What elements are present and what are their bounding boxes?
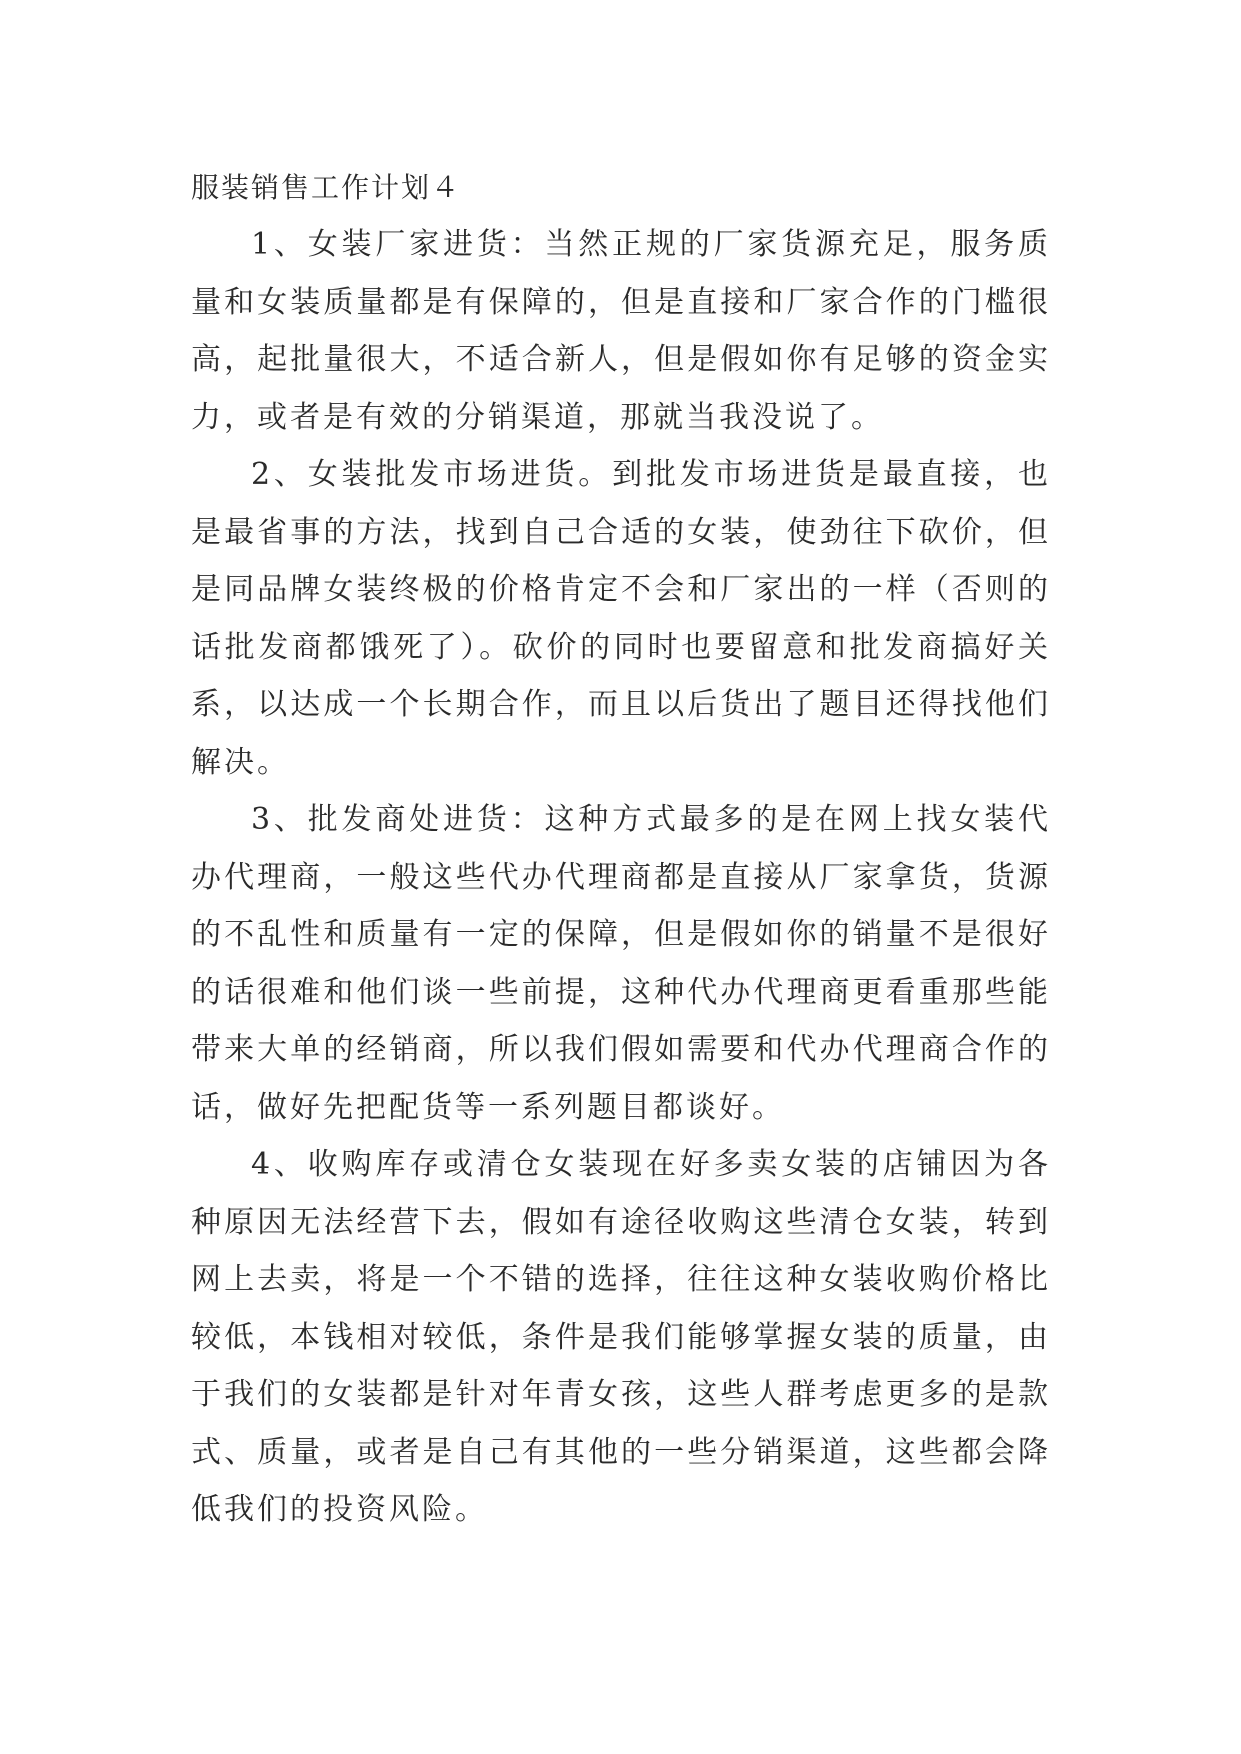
paragraph-3: 3、批发商处进货：这种方式最多的是在网上找女装代办代理商，一般这些代办代理商都是直接从厂家拿货，货源的不乱性和质量有一定的保障，但是假如你的销量不是很好的话很难和他们谈一些前提，这种代办代理商更看重那些能带来大单的经销商，所以我们假如需要和代办代理商合作的话，做好先把配货等一系列题目都谈好。	[191, 802, 1051, 1125]
document-body	[191, 160, 1051, 1539]
paragraph-1: 1、女装厂家进货：当然正规的厂家货源充足，服务质量和女装质量都是有保障的，但是直接和厂家合作的门槛很高，起批量很大，不适合新人，但是假如你有足够的资金实力，或者是有效的分销渠道，那就当我没说了。	[191, 227, 1051, 435]
document-title: 服装销售工作计划４	[191, 171, 462, 204]
paragraph-2: 2、女装批发市场进货。到批发市场进货是最直接，也是最省事的方法，找到自己合适的女装，使劲往下砍价，但是同品牌女装终极的价格肯定不会和厂家出的一样（否则的话批发商都饿死了）。砍价的同时也要留意和批发商搞好关系，以达成一个长期合作，而且以后货出了题目还得找他们解决。	[191, 457, 1051, 780]
paragraph-4: 4、收购库存或清仓女装现在好多卖女装的店铺因为各种原因无法经营下去，假如有途径收购这些清仓女装，转到网上去卖，将是一个不错的选择，往往这种女装收购价格比较低，本钱相对较低，条件是我们能够掌握女装的质量，由于我们的女装都是针对年青女孩，这些人群考虑更多的是款式、质量，或者是自己有其他的一些分销渠道，这些都会降低我们的投资风险。	[191, 1147, 1051, 1527]
